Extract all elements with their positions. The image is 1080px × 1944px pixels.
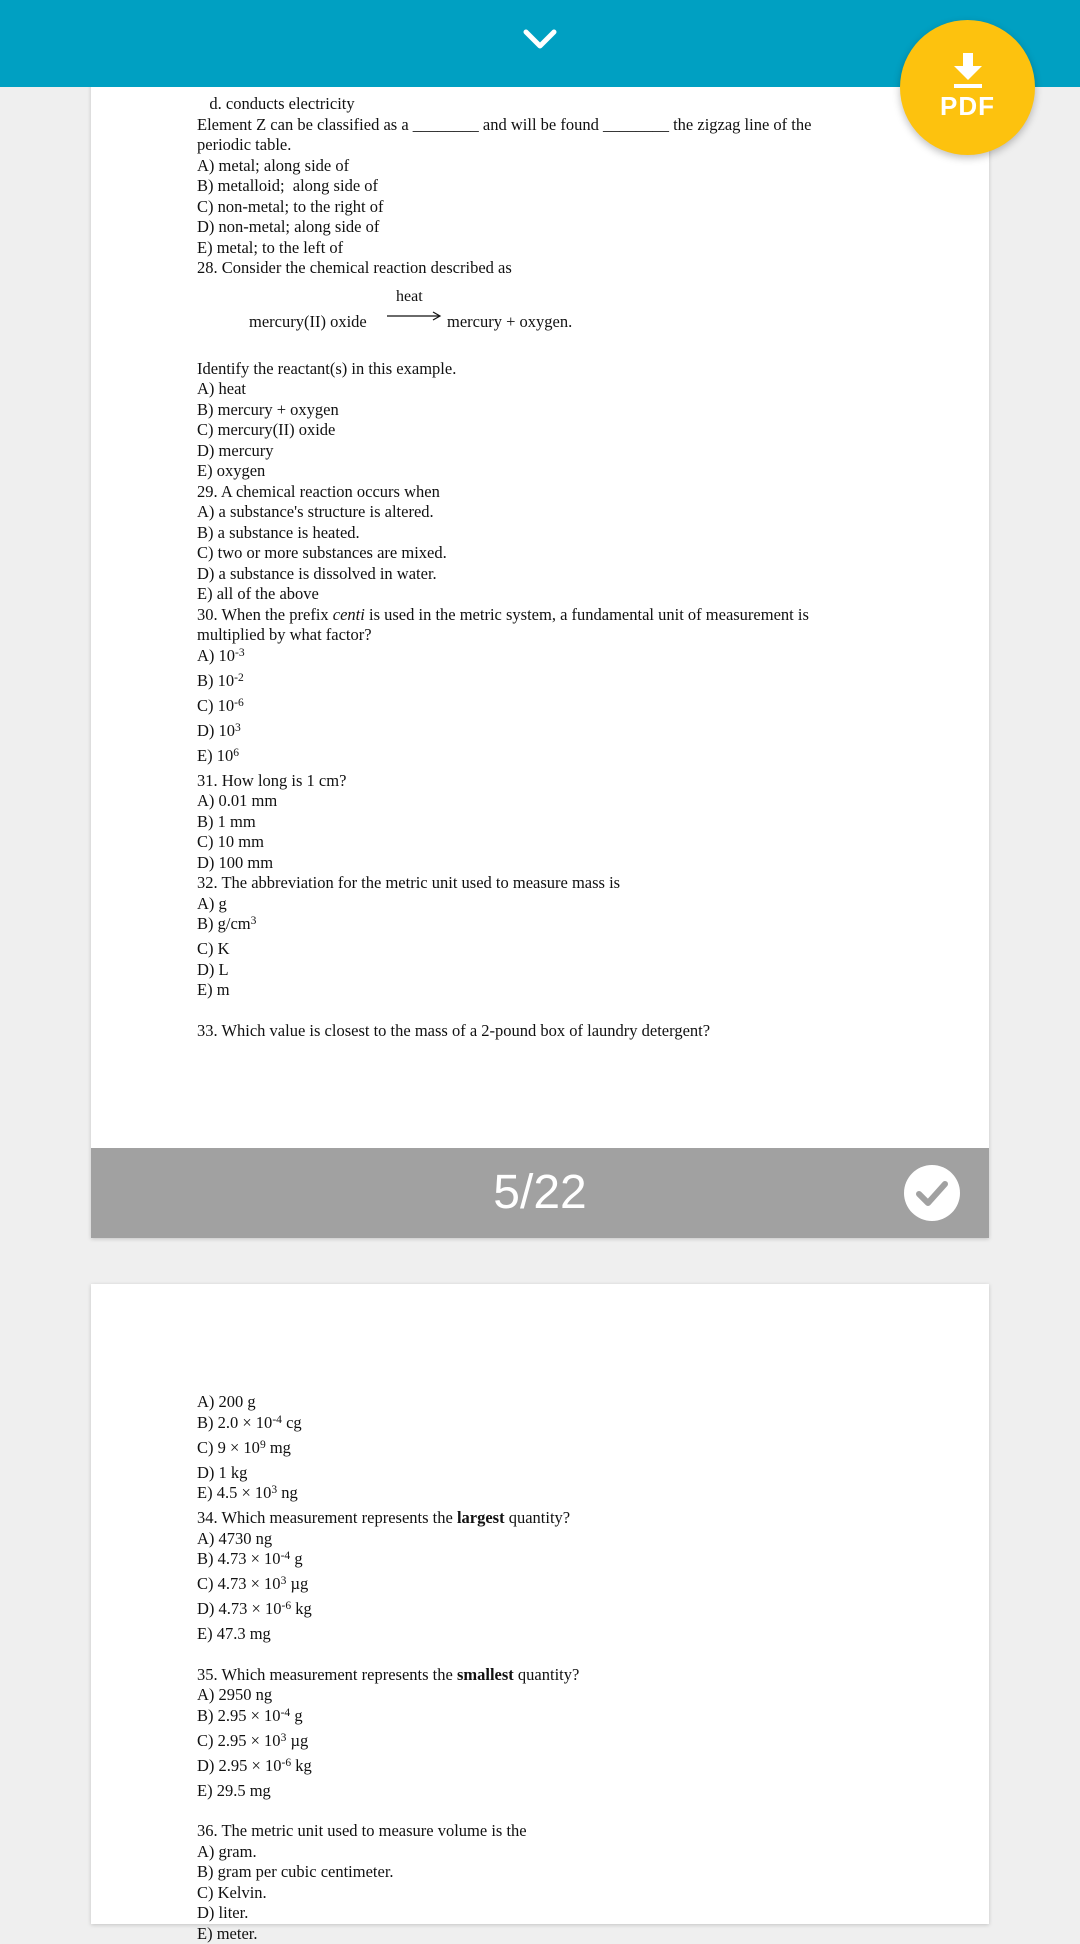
question-stem: multiplied by what factor? bbox=[197, 625, 897, 646]
question-stem: 36. The metric unit used to measure volume is the bbox=[197, 1821, 897, 1842]
answer-option: B) mercury + oxygen bbox=[197, 400, 897, 421]
text-line: D) non-metal; along side of bbox=[197, 217, 897, 238]
answer-option: E) 47.3 mg bbox=[197, 1624, 897, 1645]
answer-option: B) 1 mm bbox=[197, 812, 897, 833]
answer-option: D) 100 mm bbox=[197, 853, 897, 874]
answer-option: A) 4730 ng bbox=[197, 1529, 897, 1550]
reaction-condition: heat bbox=[396, 287, 423, 308]
answer-option: B) $g/cm^3$ bbox=[197, 914, 897, 939]
question-stem: Identify the reactant(s) in this example. bbox=[197, 359, 897, 380]
answer-option: C) $4.73 \times 10^3$ µg bbox=[197, 1574, 897, 1599]
answer-option: A) a substance's structure is altered. bbox=[197, 502, 897, 523]
document-page bbox=[91, 0, 989, 1238]
chevron-down-icon[interactable] bbox=[520, 20, 560, 60]
chemical-equation bbox=[197, 283, 897, 353]
answer-option: A) gram. bbox=[197, 1842, 897, 1863]
question-stem: 35. Which measurement represents the smallest quantity? bbox=[197, 1665, 897, 1686]
text-line: d. conducts electricity bbox=[197, 94, 897, 115]
answer-option: A) heat bbox=[197, 379, 897, 400]
answer-option: C) mercury(II) oxide bbox=[197, 420, 897, 441]
answer-option: C) 10 mm bbox=[197, 832, 897, 853]
question-stem: 31. How long is 1 cm? bbox=[197, 771, 897, 792]
question-stem: 29. A chemical reaction occurs when bbox=[197, 482, 897, 503]
answer-option: A) 0.01 mm bbox=[197, 791, 897, 812]
answer-option: B) $2.0 \times 10^{-4}$ cg bbox=[197, 1413, 897, 1438]
answer-option: D) 1 kg bbox=[197, 1463, 897, 1484]
check-circle-icon[interactable] bbox=[904, 1165, 960, 1221]
answer-option: E) m bbox=[197, 980, 897, 1001]
text-line: C) non-metal; to the right of bbox=[197, 197, 897, 218]
answer-option: D) $10^3$ bbox=[197, 721, 897, 746]
answer-option: E) $4.5 \times 10^3$ ng bbox=[197, 1483, 897, 1508]
question-stem: 30. When the prefix centi is used in the metric system, a fundamental unit of measurement is bbox=[197, 605, 897, 626]
answer-option: C) $9 \times 10^9$ mg bbox=[197, 1438, 897, 1463]
text-line: Element Z can be classified as a ________ and will be found ________ the zigzag line of the bbox=[197, 115, 897, 136]
answer-option: B) a substance is heated. bbox=[197, 523, 897, 544]
question-stem: 34. Which measurement represents the largest quantity? bbox=[197, 1508, 897, 1529]
document-page bbox=[91, 1284, 989, 1924]
question-stem: 33. Which value is closest to the mass of a 2-pound box of laundry detergent? bbox=[197, 1021, 897, 1042]
text-line: 28. Consider the chemical reaction described as bbox=[197, 258, 897, 279]
answer-option: E) meter. bbox=[197, 1924, 897, 1944]
products: mercury + oxygen. bbox=[447, 312, 572, 333]
answer-option: C) K bbox=[197, 939, 897, 960]
answer-option: D) $4.73 \times 10^{-6}$ kg bbox=[197, 1599, 897, 1624]
answer-option: E) $10^6$ bbox=[197, 746, 897, 771]
page-content bbox=[197, 1392, 897, 1944]
reactant: mercury(II) oxide bbox=[249, 312, 367, 333]
answer-option: B) $2.95 \times 10^{-4}$ g bbox=[197, 1706, 897, 1731]
text-line: A) metal; along side of bbox=[197, 156, 897, 177]
answer-option: C) Kelvin. bbox=[197, 1883, 897, 1904]
answer-option: E) oxygen bbox=[197, 461, 897, 482]
download-pdf-button[interactable] bbox=[900, 20, 1035, 155]
answer-option: D) mercury bbox=[197, 441, 897, 462]
answer-option: C) two or more substances are mixed. bbox=[197, 543, 897, 564]
answer-option: A) 200 g bbox=[197, 1392, 897, 1413]
answer-option: C) $10^{-6}$ bbox=[197, 696, 897, 721]
page-number: 5/22 bbox=[91, 1148, 989, 1238]
answer-option: C) $2.95 \times 10^3$ µg bbox=[197, 1731, 897, 1756]
answer-option: A) g bbox=[197, 894, 897, 915]
answer-option: D) L bbox=[197, 960, 897, 981]
text-line: B) metalloid; along side of bbox=[197, 176, 897, 197]
answer-option: A) $10^{-3}$ bbox=[197, 646, 897, 671]
answer-option: A) 2950 ng bbox=[197, 1685, 897, 1706]
page-indicator-bar bbox=[91, 1148, 989, 1238]
pdf-label: PDF bbox=[940, 91, 995, 122]
answer-option: E) 29.5 mg bbox=[197, 1781, 897, 1802]
download-icon bbox=[951, 53, 985, 89]
page-content bbox=[197, 94, 897, 1041]
answer-option: B) gram per cubic centimeter. bbox=[197, 1862, 897, 1883]
answer-option: D) liter. bbox=[197, 1903, 897, 1924]
reaction-arrow-icon bbox=[387, 309, 443, 323]
answer-option: B) $4.73 \times 10^{-4}$ g bbox=[197, 1549, 897, 1574]
question-stem: 32. The abbreviation for the metric unit used to measure mass is bbox=[197, 873, 897, 894]
answer-option: D) $2.95 \times 10^{-6}$ kg bbox=[197, 1756, 897, 1781]
answer-option: B) $10^{-2}$ bbox=[197, 671, 897, 696]
text-line: periodic table. bbox=[197, 135, 897, 156]
text-line: E) metal; to the left of bbox=[197, 238, 897, 259]
answer-option: D) a substance is dissolved in water. bbox=[197, 564, 897, 585]
answer-option: E) all of the above bbox=[197, 584, 897, 605]
